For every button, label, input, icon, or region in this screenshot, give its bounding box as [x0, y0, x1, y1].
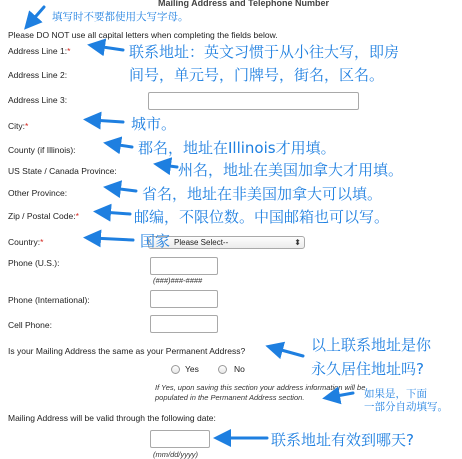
city-label: City:*: [8, 121, 29, 131]
arrow-zip-icon: [102, 212, 130, 214]
annotation-city: 城市。: [131, 115, 177, 133]
date-format-hint: (mm/dd/yyyy): [153, 450, 198, 459]
phone-intl-label: Phone (International):: [8, 295, 90, 305]
arrow-address-icon: [96, 46, 123, 50]
annotation-address-2: 间号，单元号，门牌号，街名，区名。: [129, 66, 385, 84]
annotation-valid: 联系地址有效到哪天?: [271, 431, 414, 449]
annotation-state: 州名，地址在美国加拿大才用填。: [178, 161, 404, 179]
annotation-yes-2: 一部分自动填写。: [364, 401, 448, 413]
page-title: Mailing Address and Telephone Number: [158, 0, 330, 8]
valid-through-label: Mailing Address will be valid through the following date:: [8, 413, 216, 423]
arrow-state-icon: [162, 165, 177, 167]
arrow-caps-icon: [30, 7, 44, 23]
arrow-city-icon: [92, 120, 123, 122]
arrow-country-icon: [92, 238, 133, 240]
annotation-zip: 邮编，不限位数。中国邮箱也可以写。: [134, 208, 390, 226]
note-line-2: populated in the Permanent Address section.: [155, 393, 305, 402]
annotation-same-1: 以上联系地址是你: [311, 336, 432, 354]
required-marker: *: [75, 211, 79, 221]
state-label: US State / Canada Province:: [8, 166, 117, 176]
annotation-yes-1: 如果是，下面: [364, 388, 427, 400]
country-select-value: Please Select--: [174, 238, 229, 247]
chevron-updown-icon: ⬍: [294, 238, 301, 247]
address-line1-label: Address Line 1:*: [8, 46, 71, 56]
radio-no-label[interactable]: No: [234, 364, 245, 374]
annotation-address-1: 联系地址：英文习惯于从小往大写，即房: [129, 43, 400, 61]
phone-us-label: Phone (U.S.):: [8, 258, 60, 268]
radio-yes-label[interactable]: Yes: [185, 364, 199, 374]
annotation-province: 省名，地址在非美国加拿大可以填。: [142, 185, 383, 203]
country-label: Country:*: [8, 237, 44, 247]
other-province-label: Other Province:: [8, 188, 68, 198]
caps-notice: Please DO NOT use all capital letters when completing the fields below.: [8, 30, 278, 40]
note-line-1: If Yes, upon saving this section your address information will be: [155, 383, 366, 392]
county-label: County (if Illinois):: [8, 145, 76, 155]
required-marker: *: [40, 237, 44, 247]
cell-phone-label: Cell Phone:: [8, 320, 52, 330]
required-marker: *: [67, 46, 71, 56]
zip-label: Zip / Postal Code:*: [8, 211, 79, 221]
address-line2-label: Address Line 2:: [8, 70, 68, 80]
arrow-province-icon: [112, 188, 136, 191]
required-marker: *: [25, 121, 29, 131]
arrow-yes-icon: [331, 393, 353, 397]
annotation-same-2: 永久居住地址吗?: [311, 360, 424, 378]
same-address-question: Is your Mailing Address the same as your Permanent Address?: [8, 346, 246, 356]
annotation-county: 郡名，地址在Illinois才用填。: [138, 139, 336, 157]
annotation-caps: 填写时不要都使用大写字母。: [52, 11, 189, 23]
address-line3-label: Address Line 3:: [8, 95, 68, 105]
arrow-same-icon: [274, 348, 303, 356]
annotation-country: 国家: [140, 232, 171, 250]
phone-format-hint: (###)###-####: [153, 276, 203, 285]
arrow-county-icon: [112, 144, 132, 147]
